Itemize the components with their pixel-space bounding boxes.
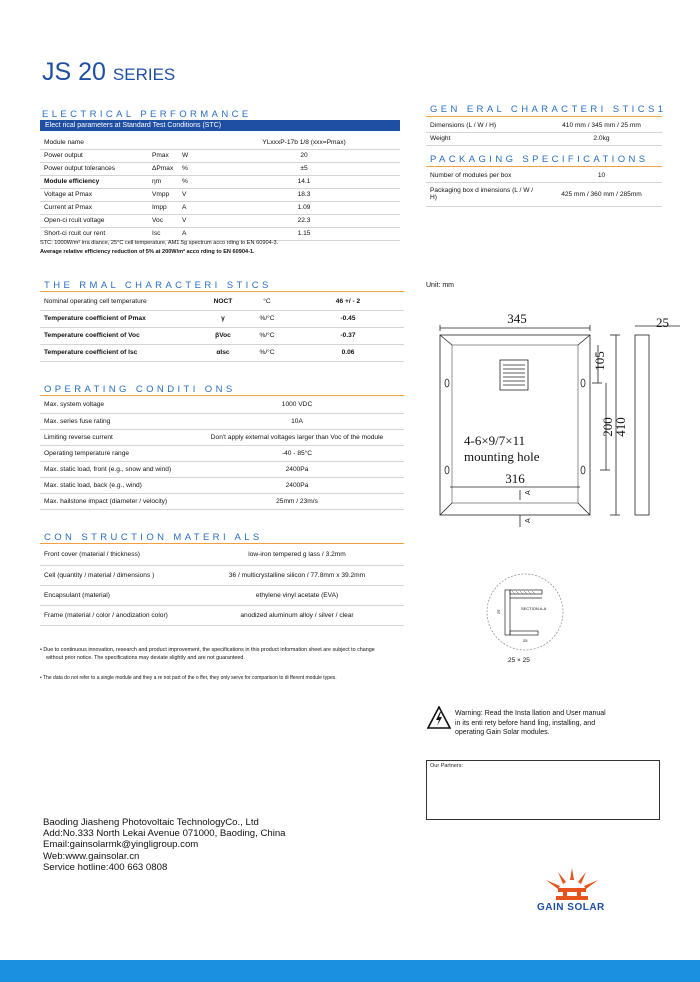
param-symbol: NOCT [204,293,242,310]
footer-bar [0,960,700,982]
electrical-row [40,227,400,240]
thermal-row [40,327,404,344]
param-value: 46 +/ - 2 [292,293,404,310]
param-name: Module efficiency [40,175,148,188]
param-unit: °C [242,293,292,310]
param-symbol: ΔPmax [148,162,178,175]
param-value: 36 / multicrystalline silicon / 77.8mm x 39.2mm [190,565,404,585]
weight-label: Weight [426,132,541,145]
param-unit: % [178,162,208,175]
thermal-row [40,310,404,327]
param-name: Temperature coefficient of Pmax [40,310,204,327]
param-symbol [148,136,178,149]
operating-row [40,413,404,429]
param-value: YLxxxP-17b 1/8 (xxx=Pmax) [208,136,400,149]
param-value: -40 - 85°C [190,445,404,461]
param-symbol: Impp [148,201,178,214]
electrical-row [40,201,400,214]
param-value: 1.15 [208,227,400,240]
operating-row [40,461,404,477]
construction-heading: CON STRUCTION MATERI ALS [44,532,263,543]
disclaimer-note [40,646,375,662]
param-unit: W [178,149,208,162]
disclaimer-line-1: • Due to continuous innovation, research and product improvement, the specifications in this product information sheet are subject to change [40,647,375,653]
param-symbol: αIsc [204,344,242,361]
section-width-25: 25 [523,638,528,643]
param-value: 14.1 [208,175,400,188]
weight-value: 2.0kg [541,132,662,145]
param-value: 1.09 [208,201,400,214]
module-dimension-drawing [420,305,690,530]
section-caption: 25 × 25 [508,657,530,664]
construction-row [40,585,404,605]
param-name: Max. series fuse rating [40,413,190,429]
param-symbol: Vmpp [148,188,178,201]
param-name: Voltage at Pmax [40,188,148,201]
operating-row [40,397,404,413]
param-value: anodized aluminum alloy / silver / clear [190,605,404,625]
operating-row [40,493,404,509]
param-unit [178,136,208,149]
param-name: Temperature coefficient of Isc [40,344,204,361]
param-value: 2400Pa [190,461,404,477]
warning-line-3: operating Gain Solar modules. [455,729,550,736]
general-divider [426,116,662,117]
depth-25: 25 [656,315,669,330]
param-name: Power output tolerances [40,162,148,175]
warning-text [455,709,606,738]
param-value: 10A [190,413,404,429]
operating-heading: OPERATING CONDITI ONS [44,384,236,395]
param-name: Short-ci rcuit cur rent [40,227,148,240]
param-value: 1000 VDC [190,397,404,413]
param-unit: %/°C [242,327,292,344]
mounting-holes-label: mounting hole [464,449,540,464]
electrical-row [40,149,400,162]
electrical-row [40,162,400,175]
param-name: Max. hailstone impact (diameter / velocity) [40,493,190,509]
construction-table [40,545,404,626]
hole-spacing-316: 316 [505,471,525,486]
height-105: 105 [592,351,607,371]
logo-text: GAIN SOLAR [537,902,605,913]
gain-solar-logo-icon [532,858,612,902]
packaging-divider [426,166,662,167]
data-reference-note: • The data do not refer to a single module and they a re not part of the o ffer, they only serve for comparison to di fferent module types. [40,675,337,681]
company-email[interactable]: Email:gainsolarmk@yingligroup.com [43,839,199,851]
disclaimer-line-2: without prior notice. The specifications may deviate slightly and are not guaranteed. [46,655,245,661]
mounting-holes-spec: 4-6×9/7×11 [464,433,526,448]
warning-icon [427,706,451,730]
param-name: Module name [40,136,148,149]
partners-label: Our Partners: [430,763,464,769]
param-value: 2400Pa [190,477,404,493]
operating-row [40,429,404,445]
operating-divider [40,395,404,396]
param-name: Limiting reverse current [40,429,190,445]
company-info [43,817,286,873]
param-name: Operating temperature range [40,445,190,461]
param-unit: %/°C [242,344,292,361]
param-name: Encapsulant (material) [40,585,190,605]
param-symbol: βVoc [204,327,242,344]
param-symbol: ηm [148,175,178,188]
param-unit: % [178,175,208,188]
thermal-row [40,293,404,310]
general-heading: GEN ERAL CHARACTERI STICS1 [430,104,667,115]
electrical-row [40,214,400,227]
modules-per-box-value: 10 [541,169,662,182]
modules-per-box-label: Number of modules per box [426,169,541,182]
param-symbol: γ [204,310,242,327]
param-symbol: Isc [148,227,178,240]
warning-line-1: Warning: Read the Insta llation and User manual [455,710,606,717]
height-200: 200 [600,417,615,437]
section-mark-top: A [525,490,532,495]
thermal-row [40,344,404,361]
company-hotline: Service hotline:400 663 0808 [43,861,168,873]
electrical-row [40,175,400,188]
title-series: SERIES [112,65,176,84]
param-value: ±5 [208,162,400,175]
width-345: 345 [507,311,527,326]
thermal-divider [40,291,404,292]
construction-row [40,545,404,565]
electrical-heading: ELECTRICAL PERFORMANCE [42,109,252,120]
packaging-heading: PACKAGING SPECIFICATIONS [430,154,649,165]
operating-row [40,477,404,493]
param-name: Current at Pmax [40,201,148,214]
operating-row [40,445,404,461]
param-name: Max. system voltage [40,397,190,413]
thermal-table [40,293,404,362]
param-name: Temperature coefficient of Voc [40,327,204,344]
box-dimensions-label: Packaging box d imensions (L / W / H) [426,182,541,206]
thermal-heading: THE RMAL CHARACTERI STICS [44,280,272,291]
param-value: ethylene vinyl acetate (EVA) [190,585,404,605]
company-website[interactable]: Web:www.gainsolar.cn [43,850,140,862]
param-unit: V [178,214,208,227]
param-symbol: Pmax [148,149,178,162]
page-title [42,58,175,87]
packaging-table [426,169,662,207]
construction-row [40,605,404,625]
param-name: Max. static load, back (e.g., wind) [40,477,190,493]
param-name: Front cover (material / thickness) [40,545,190,565]
height-410: 410 [613,417,628,437]
section-mark-bottom: A [525,518,532,523]
stc-note: STC: 1000W/m² irra diance, 25°C cell temperature, AM1.5g spectrum acco rding to EN 60904-3. [40,240,279,246]
param-name: Open-ci rcuit voltage [40,214,148,227]
param-value: -0.45 [292,310,404,327]
partners-box [426,760,660,820]
title-main: JS 20 [42,58,106,86]
electrical-row [40,136,400,149]
param-value: 22.3 [208,214,400,227]
company-name: Baoding Jiasheng Photovoltaic TechnologyCo., Ltd [43,817,259,828]
electrical-table [40,136,400,241]
param-value: 20 [208,149,400,162]
general-table [426,119,662,146]
electrical-stc-bar: Elect rical parameters at Standard Test Conditions (STC) [40,120,400,131]
param-name: Power output [40,149,148,162]
param-unit: A [178,227,208,240]
param-symbol: Voc [148,214,178,227]
box-dimensions-value: 425 mm / 360 mm / 285mm [541,182,662,206]
efficiency-note: Average relative efficiency reduction of 5% at 200W/m² acco rding to EN 60904-1. [40,249,255,255]
param-name: Nominal operating cell temperature [40,293,204,310]
param-name: Cell (quantity / material / dimensions ) [40,565,190,585]
frame-section-detail [485,572,565,652]
construction-divider [40,543,404,544]
section-aa-label: SECTION A-A [521,606,547,611]
param-unit: V [178,188,208,201]
param-value: Don't apply external voltages larger than Voc of the module [190,429,404,445]
param-value: 0.06 [292,344,404,361]
dimensions-value: 410 mm / 345 mm / 25 mm [541,119,662,132]
warning-line-2: in its enti rety before hand ling, installing, and [455,719,596,727]
param-value: -0.37 [292,327,404,344]
unit-label: Unit: mm [426,282,454,289]
operating-table [40,397,404,510]
section-height-25: 25 [496,609,501,614]
electrical-row [40,188,400,201]
param-value: 25mm / 23m/s [190,493,404,509]
param-value: 18.3 [208,188,400,201]
company-address: Add:No.333 North Lekai Avenue 071000, Baoding, China [43,828,286,840]
param-name: Max. static load, front (e.g., snow and wind) [40,461,190,477]
param-value: low-iron tempered g lass / 3.2mm [190,545,404,565]
param-unit: %/°C [242,310,292,327]
param-unit: A [178,201,208,214]
construction-row [40,565,404,585]
param-name: Frame (material / color / anodization color) [40,605,190,625]
dimensions-label: Dimensions (L / W / H) [426,119,541,132]
